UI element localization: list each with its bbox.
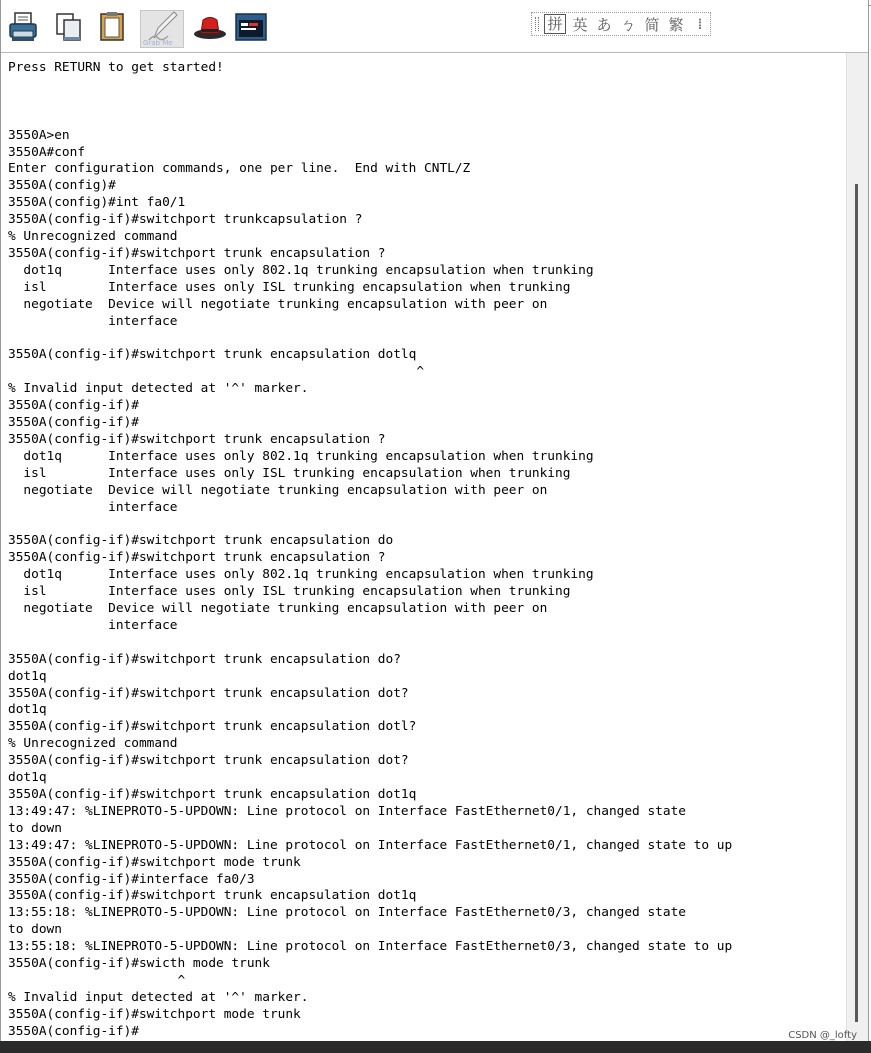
printer-icon	[8, 11, 38, 47]
terminal-line: dot1q Interface uses only 802.1q trunking encapsulation when trunking	[8, 448, 594, 464]
terminal-line: interface	[8, 499, 178, 515]
terminal-line: 13:49:47: %LINEPROTO-5-UPDOWN: Line protocol on Interface FastEthernet0/1, changed state	[8, 803, 686, 819]
terminal-line: interface	[8, 313, 178, 329]
terminal-line: % Invalid input detected at '^' marker.	[8, 989, 309, 1005]
ime-traditional-button[interactable]: 繁	[668, 15, 684, 34]
terminal-line: 3550A(config)#	[8, 178, 116, 194]
terminal-line: negotiate Device will negotiate trunking encapsulation with peer on	[8, 296, 548, 312]
terminal-line: negotiate Device will negotiate trunking encapsulation with peer on	[8, 482, 548, 498]
ime-simplified-button[interactable]: 简	[644, 15, 660, 34]
terminal-line: 3550A(config-if)#switchport trunk encapsulation ?	[8, 431, 386, 447]
terminal-line: 3550A#conf	[8, 144, 86, 160]
terminal-line: isl Interface uses only ISL trunking encapsulation when trunking	[8, 465, 571, 481]
ime-more-icon[interactable]: ⁞	[697, 15, 703, 33]
terminal-line: ^	[8, 972, 186, 988]
ime-hiragana-button[interactable]: あ	[596, 15, 612, 34]
paste-button[interactable]	[94, 10, 130, 48]
terminal-line: interface	[8, 617, 178, 633]
terminal-line: dot1q Interface uses only 802.1q trunking encapsulation when trunking	[8, 567, 594, 583]
ime-english-button[interactable]: 英	[572, 15, 588, 34]
terminal-line: 3550A(config-if)#switchport trunk encapsulation dotl?	[8, 719, 417, 735]
terminal-line: isl Interface uses only ISL trunking encapsulation when trunking	[8, 279, 571, 295]
print-button[interactable]	[5, 10, 41, 48]
terminal-line: 3550A(config-if)#switchport trunk encapsulation ?	[8, 245, 386, 261]
grab-me-button[interactable]	[140, 10, 184, 48]
watermark: CSDN @_lofty	[788, 1030, 857, 1041]
terminal-line: Press RETURN to get started!	[8, 60, 224, 75]
terminal-line: 3550A(config)#int fa0/1	[8, 195, 186, 211]
terminal-line: 3550A(config-if)#switchport trunk encapsulation dot?	[8, 685, 409, 701]
terminal-line: dot1q	[8, 702, 47, 718]
bottom-bar	[0, 1041, 871, 1053]
scrollbar-thumb[interactable]	[855, 184, 858, 1022]
terminal-line: % Invalid input detected at '^' marker.	[8, 381, 309, 397]
redhat-button[interactable]	[190, 10, 230, 48]
terminal-line: ^	[8, 364, 425, 380]
terminal-line: to down	[8, 922, 62, 938]
terminal-line: 3550A(config-if)#switchport trunk encapsulation dotlq	[8, 347, 417, 363]
terminal-line: 3550A(config-if)#swicth mode trunk	[8, 956, 270, 972]
terminal-button[interactable]	[233, 10, 269, 48]
terminal-line: 3550A(config-if)#	[8, 398, 139, 414]
terminal-output-area[interactable]	[1, 53, 846, 1041]
terminal-line: 3550A>en	[8, 127, 70, 143]
terminal-window-icon	[235, 11, 267, 47]
terminal-line: 3550A(config-if)#switchport trunk encapsulation do	[8, 533, 394, 549]
terminal-line: 3550A(config-if)#switchport trunk encapsulation dot1q	[8, 786, 417, 802]
terminal-line: dot1q	[8, 668, 47, 684]
terminal-line: % Unrecognized command	[8, 736, 178, 752]
redhat-icon	[192, 10, 228, 48]
paste-icon	[97, 11, 127, 47]
ime-toolbar	[531, 12, 711, 36]
terminal-line: 13:55:18: %LINEPROTO-5-UPDOWN: Line protocol on Interface FastEthernet0/3, changed state to up	[8, 939, 733, 955]
terminal-line: 3550A(config-if)#switchport trunkcapsulation ?	[8, 212, 363, 228]
terminal-line: 3550A(config-if)#	[8, 415, 139, 431]
vertical-scrollbar[interactable]	[846, 53, 868, 1041]
terminal-line: 3550A(config-if)#switchport trunk encapsulation dot1q	[8, 888, 417, 904]
terminal-line: 3550A(config-if)#	[8, 1023, 139, 1039]
ime-grip-handle[interactable]	[535, 17, 539, 31]
terminal-line: 3550A(config-if)#switchport trunk encapsulation do?	[8, 651, 401, 667]
terminal-line: 3550A(config-if)#switchport trunk encapsulation dot?	[8, 753, 409, 769]
terminal-line: 13:55:18: %LINEPROTO-5-UPDOWN: Line protocol on Interface FastEthernet0/3, changed state	[8, 905, 686, 921]
terminal-line: 3550A(config-if)#switchport mode trunk	[8, 1006, 301, 1022]
terminal-text	[8, 60, 732, 1041]
terminal-line: negotiate Device will negotiate trunking encapsulation with peer on	[8, 601, 548, 616]
terminal-line: % Unrecognized command	[8, 229, 178, 245]
terminal-line: 3550A(config-if)#interface fa0/3	[8, 871, 255, 887]
copy-icon	[54, 11, 84, 47]
terminal-line: 3550A(config-if)#switchport trunk encapsulation ?	[8, 550, 386, 566]
toolbar	[1, 6, 868, 53]
terminal-line: isl Interface uses only ISL trunking encapsulation when trunking	[8, 584, 571, 600]
ime-bopomofo-button[interactable]: ㄅ	[620, 15, 636, 34]
terminal-line: dot1q Interface uses only 802.1q trunking encapsulation when trunking	[8, 262, 594, 278]
terminal-line: to down	[8, 820, 62, 836]
terminal-line: 13:49:47: %LINEPROTO-5-UPDOWN: Line protocol on Interface FastEthernet0/1, changed state to up	[8, 837, 733, 853]
terminal-line: dot1q	[8, 770, 47, 786]
ime-pinyin-button[interactable]: 拼	[544, 14, 566, 34]
terminal-line: Enter configuration commands, one per line. End with CNTL/Z	[8, 161, 471, 177]
copy-button[interactable]	[51, 10, 87, 48]
grab-me-caption: Grab Me	[143, 39, 173, 47]
terminal-line: 3550A(config-if)#switchport mode trunk	[8, 854, 301, 870]
